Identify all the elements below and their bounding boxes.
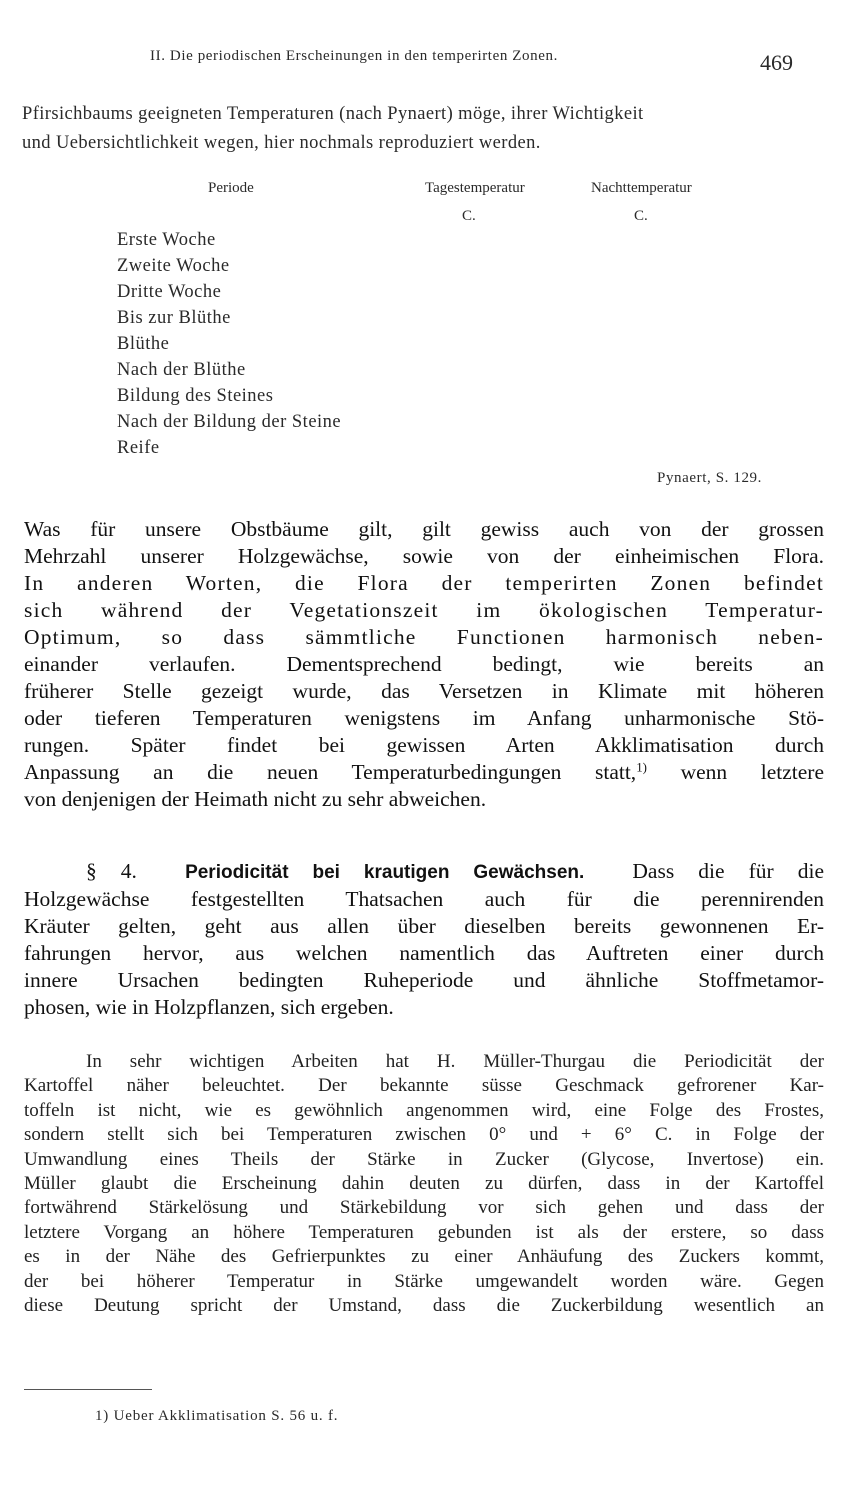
text-line: sich während der Vegetationszeit im ökologischen Temperatur- [24, 598, 824, 622]
header-night-temperature: Nachttemperatur [591, 180, 692, 196]
line-tail: wenn letztere [680, 760, 824, 784]
text-line: Pfirsichbaums geeigneten Temperaturen (nach Pynaert) möge, ihrer Wichtigkeit [22, 104, 644, 124]
header-night-unit: C. [634, 208, 648, 224]
table-cell-period: Dritte Woche [117, 282, 222, 302]
text-line: fahrungen hervor, aus welchen namentlich das Auftreten einer durch [24, 941, 824, 965]
intro-paragraph [22, 100, 827, 158]
text-line: Mehrzahl unserer Holzgewächse, sowie von der einheimischen Flora. [24, 544, 824, 568]
text-line: In anderen Worten, die Flora der temperirten Zonen befindet [24, 571, 824, 595]
table-cell-period: Erste Woche [117, 230, 216, 250]
text-line: Optimum, so dass sämmtliche Functionen harmonisch neben- [24, 625, 824, 649]
table-cell-period: Nach der Bildung der Steine [117, 412, 342, 432]
section-heading-line [24, 858, 824, 886]
table-source: Pynaert, S. 129. [657, 470, 763, 486]
text-line: von denjenigen der Heimath nicht zu sehr abweichen. [24, 787, 487, 811]
section-number: § 4. [86, 859, 137, 883]
text-line: Umwandlung eines Theils der Stärke in Zucker (Glycose, Invertose) ein. [24, 1148, 824, 1170]
header-day-unit: C. [462, 208, 476, 224]
footnote: 1) Ueber Akklimatisation S. 56 u. f. [95, 1408, 339, 1424]
paragraph-3 [24, 1050, 824, 1318]
text-line: toffeln ist nicht, wie es gewöhnlich angenommen wird, eine Folge des Frostes, [24, 1099, 824, 1121]
text-line: sondern stellt sich bei Temperaturen zwischen 0° und + 6° C. in Folge der [24, 1124, 824, 1146]
text-line: der bei höherer Temperatur in Stärke umgewandelt worden wäre. Gegen [24, 1270, 824, 1292]
table-cell-period: Blüthe [117, 334, 170, 354]
line-head: Anpassung an die neuen Temperaturbedingungen statt, [24, 760, 637, 784]
text-line: In sehr wichtigen Arbeiten hat H. Müller-Thurgau die Periodicität der [86, 1051, 824, 1072]
text-line: diese Deutung spricht der Umstand, dass die Zuckerbildung wesentlich an [24, 1295, 824, 1317]
text-line: und Uebersichtlichkeit wegen, hier nochmals reproduziert werden. [22, 133, 541, 153]
text-line: rungen. Später findet bei gewissen Arten Akklimatisation durch [24, 733, 824, 757]
text-line: oder tieferen Temperaturen wenigstens im Anfang unharmonische Stö- [24, 706, 824, 730]
table-cell-period: Nach der Blüthe [117, 360, 246, 380]
text-line: früherer Stelle gezeigt wurde, das Versetzen in Klimate mit höheren [24, 679, 824, 703]
text-line [24, 759, 824, 786]
footnote-ref: 1) [636, 760, 647, 775]
text-line: fortwährend Stärkelösung und Stärkebildung vor sich gehen und dass der [24, 1197, 824, 1219]
footnote-divider [24, 1389, 152, 1390]
text-line: Müller glaubt die Erscheinung dahin deuten zu dürfen, dass in der Kartoffel [24, 1173, 824, 1195]
page-number: 469 [760, 50, 793, 75]
text-line: Was für unsere Obstbäume gilt, gilt gewiss auch von der grossen [24, 517, 824, 541]
section-4 [24, 858, 824, 1021]
text-line: letztere Vorgang an höhere Temperaturen gebunden ist als der erstere, so dass [24, 1221, 824, 1243]
table-cell-period: Bildung des Steines [117, 386, 274, 406]
table-cell-period: Reife [117, 438, 160, 458]
text-line: einander verlaufen. Dementsprechend bedingt, wie bereits an [24, 652, 824, 676]
text-line: Holzgewächse festgestellten Thatsachen auch für die perennirenden [24, 887, 824, 911]
section-heading: Periodicität bei krautigen Gewächsen. [185, 862, 585, 883]
running-head: II. Die periodischen Erscheinungen in den temperirten Zonen. [150, 48, 558, 64]
text-line: es in der Nähe des Gefrierpunktes zu einer Anhäufung des Zuckers kommt, [24, 1246, 824, 1268]
paragraph-1 [24, 516, 824, 813]
text-line: Kräuter gelten, geht aus allen über dieselben bereits gewonnenen Er- [24, 914, 824, 938]
header-day-temperature: Tagestemperatur [425, 180, 525, 196]
table-cell-period: Zweite Woche [117, 256, 230, 276]
text-line: phosen, wie in Holzpflanzen, sich ergeben. [24, 995, 394, 1019]
header-period: Periode [208, 180, 254, 196]
table-cell-period: Bis zur Blüthe [117, 308, 231, 328]
text-line: innere Ursachen bedingten Ruheperiode und ähnliche Stoffmetamor- [24, 968, 824, 992]
section-first-line-tail: Dass die für die [632, 859, 824, 883]
text-line: Kartoffel näher beleuchtet. Der bekannte süsse Geschmack gefrorener Kar- [24, 1075, 824, 1097]
